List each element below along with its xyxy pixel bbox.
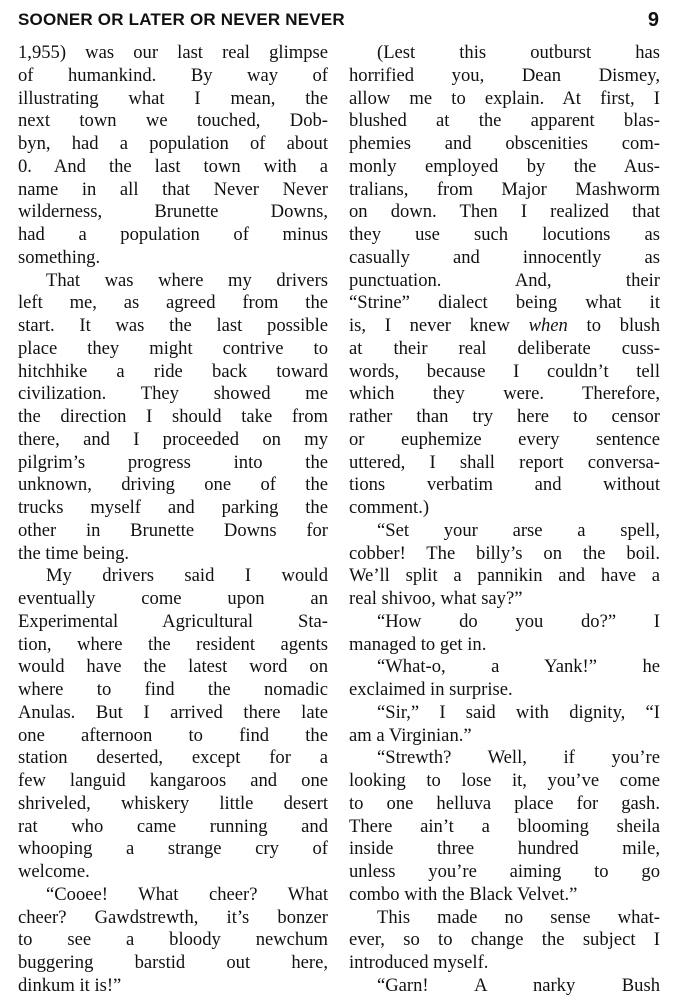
page-header [18, 10, 659, 36]
text-line: ever, so to change the subject I [349, 929, 660, 951]
text-line: (Lest this outburst has [377, 42, 660, 63]
text-line: next town we touched, Dob- [18, 110, 328, 132]
text-line: monly employed by the Aus- [349, 155, 660, 177]
text-line: introduced myself. [349, 952, 489, 973]
text-line: “Sir,” I said with dignity, “I [377, 701, 660, 723]
text-line: This made no sense what- [377, 906, 660, 928]
text-line: they use such locutions as [349, 224, 660, 245]
text-line: combo with the Black Velvet.” [349, 883, 578, 905]
text-line: there, and I proceeded on my [18, 428, 328, 450]
text-line: something. [18, 246, 101, 268]
right-text-column [349, 42, 660, 998]
text-line: “Garn! A narky Bush [377, 974, 660, 996]
text-line: byn, had a population of about [18, 133, 328, 154]
text-line: “Set your arse a spell, [377, 519, 660, 541]
text-line: to one helluva place for gash. [349, 792, 660, 814]
running-head: SOONER OR LATER OR NEVER NEVER [18, 10, 345, 29]
text-line: inside three hundred mile, [349, 838, 660, 860]
text-line: exclaimed in surprise. [349, 679, 513, 700]
text-line: am a Virginian.” [349, 724, 472, 746]
text-line: name in all that Never Never [18, 178, 328, 200]
text-line: station deserted, except for a [18, 747, 328, 769]
text-line: few languid kangaroos and one [18, 770, 328, 791]
text-line: uttered, I shall report conversa- [349, 451, 660, 473]
text-line: other in Brunette Downs for [18, 519, 328, 541]
text-line: start. It was the last possible [18, 315, 328, 336]
text-line: where to find the nomadic [18, 679, 328, 700]
text-line: 1,955) was our last real glimpse [18, 42, 328, 63]
text-line: There ain’t a blooming sheila [349, 815, 660, 837]
text-line: pilgrim’s progress into the [18, 451, 328, 473]
text-line: to see a bloody newchum [18, 929, 328, 951]
text-line: cobber! The billy’s on the boil. [349, 542, 660, 564]
text-line: punctuation. And, their [349, 269, 660, 291]
text-line: buggering barstid out here, [18, 952, 328, 973]
text-line: That was where my drivers [46, 269, 328, 291]
text-line: words, because I couldn’t tell [349, 360, 660, 382]
page-number: 9 [647, 9, 659, 31]
text-line: rather than try here to censor [349, 406, 660, 427]
text-line: “How do you do?” I [377, 610, 660, 632]
text-line: Anulas. But I arrived there late [18, 701, 328, 723]
text-line: My drivers said I would [46, 565, 328, 587]
text-line: dinkum it is!” [18, 974, 122, 996]
text-line: unknown, driving one of the [18, 474, 328, 496]
text-line: “What-o, a Yank!” he [377, 656, 660, 678]
text-line: would have the latest word on [18, 656, 328, 678]
text-line: We’ll split a pannikin and have a [349, 565, 660, 587]
text-line: “Strine” dialect being what it [349, 292, 660, 314]
text-line: left me, as agreed from the [18, 292, 328, 314]
text-line: eventually come upon an [18, 588, 328, 609]
text-line: welcome. [18, 861, 90, 882]
text-line: “Strewth? Well, if you’re [377, 747, 660, 769]
text-line: whooping a strange cry of [18, 838, 328, 860]
text-line: phemies and obscenities com- [349, 133, 660, 154]
text-line: Experimental Agricultural Sta- [18, 610, 328, 632]
text-line: on down. Then I realized that [349, 201, 660, 223]
text-line: hitchhike a ride back toward [18, 360, 328, 382]
text-line: wilderness, Brunette Downs, [18, 201, 328, 223]
text-line: real shivoo, what say?” [349, 588, 523, 609]
text-line: shriveled, whiskery little desert [18, 792, 328, 814]
text-line: one afternoon to find the [18, 724, 328, 746]
text-line: “Cooee! What cheer? What [46, 883, 328, 905]
text-line: which they were. Therefore, [349, 383, 660, 405]
text-line: rat who came running and [18, 815, 328, 837]
text-line: horrified you, Dean Dismey, [349, 64, 660, 86]
text-line: the time being. [18, 542, 130, 564]
text-line: allow me to explain. At first, I [349, 87, 660, 109]
text-line: casually and innocently as [349, 246, 660, 268]
emphasis: when [528, 315, 568, 336]
text-line: of humankind. By way of [18, 64, 328, 86]
text-line: managed to get in. [349, 633, 487, 655]
text-line: or euphemize every sentence [349, 428, 660, 450]
left-text-column [18, 42, 328, 998]
text-line: looking to lose it, you’ve come [349, 770, 660, 791]
text-line: trucks myself and parking the [18, 497, 328, 518]
text-line: place they might contrive to [18, 337, 328, 359]
text-line: civilization. They showed me [18, 383, 328, 405]
text-line: cheer? Gawdstrewth, it’s bonzer [18, 906, 328, 928]
text-line: illustrating what I mean, the [18, 87, 328, 109]
text-line: tralians, from Major Mashworm [349, 178, 660, 200]
text-line: unless you’re aiming to go [349, 861, 660, 882]
text-line: comment.) [349, 497, 430, 518]
text-line: tion, where the resident agents [18, 633, 328, 655]
text-line: tions verbatim and without [349, 474, 660, 496]
text-line: blushed at the apparent blas- [349, 110, 660, 132]
text-line: at their real deliberate cuss- [349, 337, 660, 359]
text-line: 0. And the last town with a [18, 155, 328, 177]
text-line: is, I never knew when to blush [349, 315, 660, 336]
text-line: the direction I should take from [18, 406, 328, 427]
text-line: had a population of minus [18, 224, 328, 245]
